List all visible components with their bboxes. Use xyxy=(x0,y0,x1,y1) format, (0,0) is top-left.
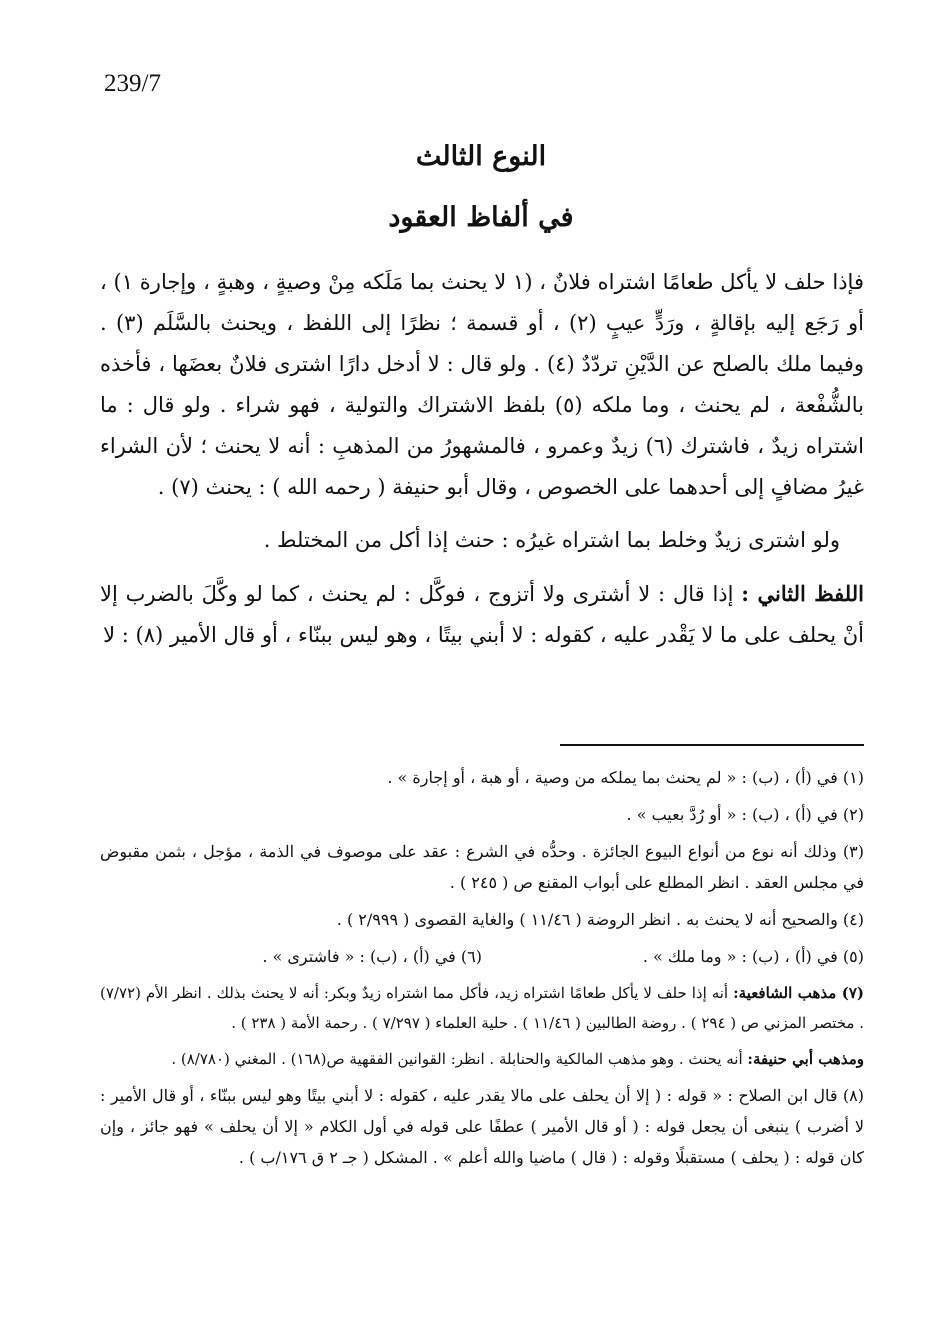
footnote-7-continued xyxy=(100,1044,864,1074)
footnote-7-text: أنه إذا حلف لا يأكل طعامًا اشتراه زيد، فأكل مما اشتراه زيدٌ وبكر: أنه لا يحنث بذلك . انظر الأم (٧/٧٢) . مختصر المزني ص ( ٢٩٤ ) . روضة الطالبين ( ١١/٤٦ ) . حلية العلماء ( ٧/٢٩٧ ) . رحمة الأمة ( ٢٣٨ ) . xyxy=(100,984,864,1032)
footnote-5: (٥) في (أ) ، (ب) : « وما ملك » . xyxy=(642,947,864,966)
chapter-subtitle: في ألفاظ العقود xyxy=(388,202,574,233)
page-number: 239/7 xyxy=(104,70,161,97)
main-text xyxy=(100,262,864,656)
footnote-6: (٦) في (أ) ، (ب) : « فاشترى » . xyxy=(262,947,482,966)
paragraph-2: ولو اشترى زيدٌ وخلط بما اشتراه غيرُه : حنث إذا أكل من المختلط . xyxy=(263,528,840,552)
paragraph-3 xyxy=(100,573,864,656)
footnote-separator xyxy=(560,744,864,746)
footnote-7-b-text: أنه يحنث . وهو مذهب المالكية والحنابلة . انظر: القوانين الفقهية ص(١٦٨) . المغني (٨/٧٨٠) . xyxy=(171,1050,748,1068)
chapter-title: النوع الثالث xyxy=(415,141,547,172)
footnote-2: (٢) في (أ) ، (ب) : « أو رُدَّ بعيب » . xyxy=(626,805,864,824)
paragraph-3-text: إذا قال : لا أشترى ولا أتزوج ، فوكَّل : لم يحنث ، كما لو وكَّلَ بالضرب إلا أنْ يحلف على ما لا يَقْدر عليه ، كقوله : لا أبني بيتًا ، وهو ليس ببنّاء ، أو قال الأمير (٨) : لا xyxy=(100,582,864,647)
footnote-7-lead: (٧) مذهب الشافعية: xyxy=(733,984,864,1002)
paragraph-1: فإذا حلف لا يأكل طعامًا اشتراه فلانٌ ، (١ لا يحنث بما مَلَكه مِنْ وصيةٍ ، وهبةٍ ، وإجارة ١) ، أو رَجَع إليه بإقالةٍ ، ورَدٍّ عيبٍ (٢) ، أو قسمة ؛ نظرًا إلى اللفظ ، ويحنث بالسَّلَم (٣) . وفيما ملك بالصلح عن الدَّيْنِ تردّدٌ (٤) . ولو قال : لا أدخل دارًا اشترى فلانٌ بعضَها ، فأخذه بالشُّفْعة ، لم يحنث ، وما ملكه (٥) بلفظ الاشتراك والتولية ، فهو شراء . ولو قال : ما اشتراه زيدٌ ، فاشترك (٦) زيدٌ وعمرو ، فالمشهورُ من المذهبِ : أنه لا يحنث ؛ لأن الشراء غيرُ مضافٍ إلى أحدهما على الخصوص ، وقال أبو حنيفة ( رحمه الله ) : يحنث (٧) . xyxy=(100,270,865,499)
footnote-8: (٨) قال ابن الصلاح : « قوله : ( إلا أن يحلف على مالا يقدر عليه ، كقوله : لا أبني بيتًا وهو ليس ببنّاء ، أو قال الأمير : لا أضرب ) ينبغى أن يجعل قوله : ( أو قال الأمير ) عطفًا على قوله في أول الكلام « إلا أن يحلف » فهو جائز ، وإن كان قوله : ( يحلف ) مستقبلًا وقوله : ( قال ) ماضيا والله أعلم » . المشكل ( جـ ٢ ق ١٧٦/ب ) . xyxy=(100,1086,864,1167)
footnote-7-b-lead: ومذهب أبي حنيفة: xyxy=(747,1050,864,1068)
footnote-4: (٤) والصحيح أنه لا يحنث به . انظر الروضة ( ١١/٤٦ ) والغاية القصوى ( ٢/٩٩٩ ) . xyxy=(336,910,864,929)
footnote-row-5-6 xyxy=(100,941,864,972)
paragraph-3-lead: اللفظ الثاني : xyxy=(741,581,864,606)
heading-block xyxy=(100,132,862,244)
footnote-1: (١) في (أ) ، (ب) : « لم يحنث بما يملكه من وصية ، أو هبة ، أو إجارة » . xyxy=(387,768,864,787)
footnote-7 xyxy=(100,978,864,1038)
footnotes xyxy=(100,762,864,1179)
footnote-3: (٣) وذلك أنه نوع من أنواع البيوع الجائزة . وحدُّه في الشرع : عقد على موصوف في الذمة ، مؤجل ، بثمن مقبوض في مجلس العقد . انظر المطلع على أبواب المقنع ص ( ٢٤٥ ) . xyxy=(100,842,864,892)
